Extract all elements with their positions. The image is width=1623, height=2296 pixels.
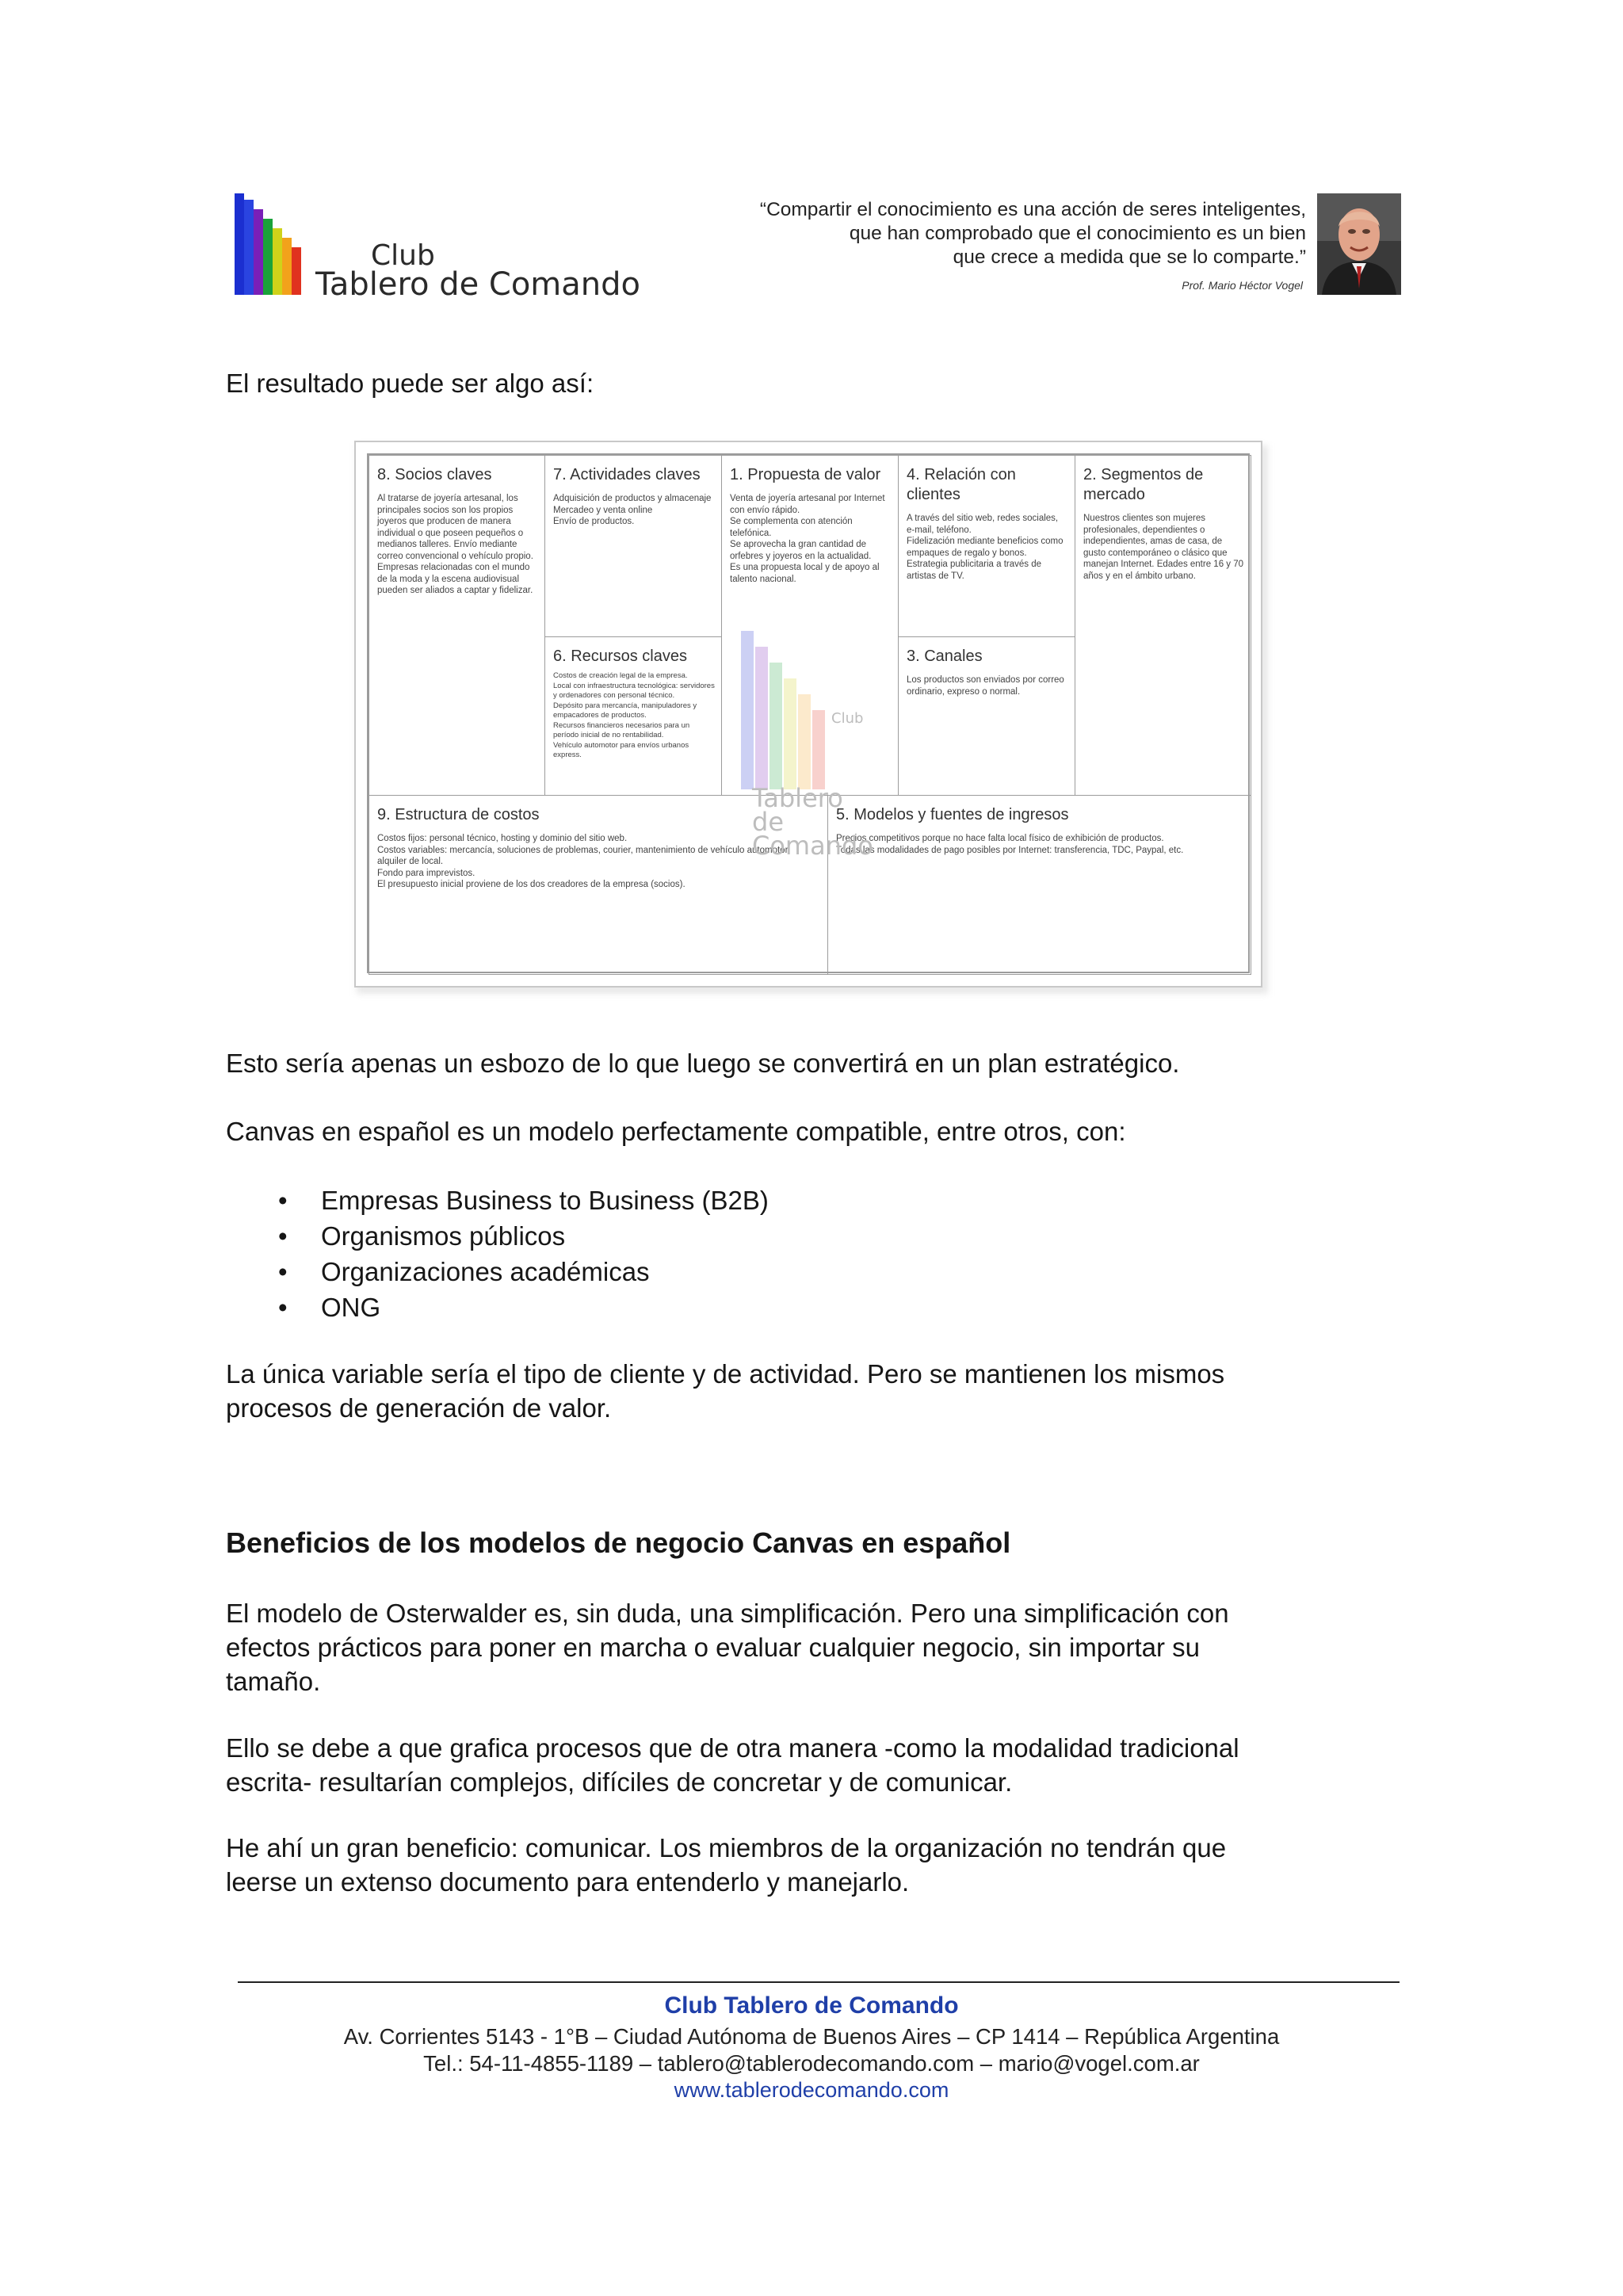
cell-title: 8. Socios claves (377, 466, 492, 483)
quote-line: que crece a medida que se lo comparte.” (953, 246, 1306, 268)
cell-body: Los productos son enviados por correo ordinario, expreso o normal. (907, 675, 1064, 697)
cell-title: 1. Propuesta de valor (730, 466, 881, 483)
footer-divider (238, 1981, 1400, 1983)
header-quote (656, 198, 1306, 269)
cell-fuentes-de-ingresos (827, 795, 1251, 975)
section-heading: Beneficios de los modelos de negocio Canvas en español (226, 1526, 1011, 1559)
cell-body: Precios competitivos porque no hace falta local físico de exhibición de productos. Todas las modalidades de pago posibles por Internet: transferencia, TDC, Paypal, etc. (836, 834, 1184, 855)
list-item: • Organismos públicos (226, 1218, 769, 1254)
quote-line: que han comprobado que el conocimiento es un bien (849, 223, 1306, 244)
author-portrait (1317, 193, 1401, 295)
cell-body: Adquisición de productos y almacenaje Mercadeo y venta online Envío de productos. (553, 494, 712, 526)
cell-canales (898, 636, 1075, 796)
club-logo (231, 193, 643, 301)
bullet-icon: • (278, 1186, 288, 1215)
list-item: • Empresas Business to Business (B2B) (226, 1182, 769, 1218)
cell-recursos-claves (544, 636, 722, 796)
cell-title: 7. Actividades claves (553, 466, 701, 483)
list-item: • Organizaciones académicas (226, 1254, 769, 1289)
cell-segmentos-de-mercado (1075, 455, 1251, 796)
footer-contact: Tel.: 54-11-4855-1189 – tablero@tablerodecomando.com – mario@vogel.com.ar (423, 2051, 1200, 2076)
paragraph-compatible: Canvas en español es un modelo perfectamente compatible, entre otros, con: (226, 1117, 1126, 1146)
logo-club-text: Club (371, 239, 435, 272)
cell-body: A través del sitio web, redes sociales, e-mail, teléfono. Fidelización mediante beneficios como empaques de regalo y bonos. Estrategia publicitaria a través de artistas de TV. (907, 514, 1064, 581)
paragraph-beneficio (226, 1831, 1383, 1899)
text-line: procesos de generación de valor. (226, 1393, 612, 1423)
paragraph-variable (226, 1357, 1383, 1425)
cell-body: Venta de joyería artesanal por Internet con envío rápido. Se complementa con atención telefónica. Se aprovecha la gran cantidad de orfebres y joyeros en la actualidad. Es una propuesta local y de apoyo al talento nacional. (730, 494, 885, 584)
text-line: La única variable sería el tipo de cliente y de actividad. Pero se mantienen los mismos (226, 1359, 1225, 1389)
text-line: tamaño. (226, 1667, 321, 1696)
cell-body: Nuestros clientes son mujeres profesionales, dependientes o independientes, amas de casa, de gusto contemporáneo o clásico que manejan Internet. Edades entre 16 y 70 años y en el ámbito urbano. (1083, 514, 1244, 581)
text-line: efectos prácticos para poner en marcha o evaluar cualquier negocio, sin importar su (226, 1633, 1200, 1662)
watermark-club: Club (831, 710, 864, 727)
portrait-image-icon (1317, 193, 1401, 295)
cell-actividades-claves (544, 455, 722, 637)
cell-propuesta-de-valor (721, 455, 899, 796)
paragraph-osterwalder (226, 1596, 1383, 1698)
cell-title: 4. Relación con clientes (907, 466, 1016, 503)
bullet-icon: • (278, 1221, 288, 1251)
watermark-text (752, 710, 873, 861)
business-model-canvas (354, 441, 1262, 988)
text-line: He ahí un gran beneficio: comunicar. Los miembros de la organización no tendrán que (226, 1833, 1227, 1862)
cell-title: 2. Segmentos de mercado (1083, 466, 1204, 503)
cell-relacion-con-clientes (898, 455, 1075, 637)
cell-body: Al tratarse de joyería artesanal, los principales socios son los propios joyeros que producen de manera individual o que poseen pequeños o medianos talleres. Envío mediante correo convencional o vehículo propio. Empresas relacionadas con el mundo de la moda y la escena audiovisual pueden ser aliados a captar y fidelizar. (377, 494, 533, 595)
quote-line: “Compartir el conocimiento es una acción de seres inteligentes, (759, 199, 1306, 220)
quote-author: Prof. Mario Héctor Vogel (1182, 279, 1303, 292)
cell-title: 5. Modelos y fuentes de ingresos (836, 806, 1069, 823)
bullet-icon: • (278, 1293, 288, 1322)
text-line: El modelo de Osterwalder es, sin duda, una simplificación. Pero una simplificación con (226, 1599, 1229, 1628)
logo-name-text: Tablero de Comando (315, 266, 640, 303)
cell-body: Costos fijos: personal técnico, hosting y dominio del sitio web. Costos variables: mercancía, soluciones de problemas, courier, mantenimiento de vehículo automotor, alquiler de local. Fondo para imprevistos. El presupuesto inicial proviene de los dos creadores de la empresa (socios). (377, 834, 790, 889)
cell-title: 6. Recursos claves (553, 648, 687, 665)
watermark-name: Tablero de Comando (752, 783, 873, 861)
footer-website-link[interactable]: www.tablerodecomando.com (674, 2078, 949, 2102)
text-line: escrita- resultarían complejos, difíciles de concretar y de comunicar. (226, 1767, 1013, 1797)
text-line: leerse un extenso documento para entenderlo y manejarlo. (226, 1867, 910, 1897)
paragraph-grafica (226, 1731, 1383, 1799)
text-line: Ello se debe a que grafica procesos que de otra manera -como la modalidad tradicional (226, 1733, 1239, 1763)
canvas-grid (367, 453, 1250, 973)
bullet-icon: • (278, 1257, 288, 1286)
cell-title: 3. Canales (907, 648, 983, 665)
logo-bars-icon (231, 193, 319, 301)
cell-title: 9. Estructura de costos (377, 806, 540, 823)
intro-text: El resultado puede ser algo así: (226, 369, 594, 398)
footer-title: Club Tablero de Comando (664, 1992, 959, 2019)
compatibility-list (226, 1182, 769, 1325)
list-item: • ONG (226, 1289, 769, 1325)
cell-body: Costos de creación legal de la empresa. Local con infraestructura tecnológica: servidores y ordenadores con personal técnico. Depósito para mercancía, manipuladores y empacadores de productos. Recursos financieros necesarios para un período inicial de no rentabilidad. Vehículo automotor para envíos urbanos express. (553, 671, 715, 759)
footer-address: Av. Corrientes 5143 - 1°B – Ciudad Autónoma de Buenos Aires – CP 1414 – República Argentina (343, 2024, 1280, 2049)
cell-socios-claves (369, 455, 545, 796)
paragraph-esbozo: Esto sería apenas un esbozo de lo que luego se convertirá en un plan estratégico. (226, 1049, 1180, 1078)
